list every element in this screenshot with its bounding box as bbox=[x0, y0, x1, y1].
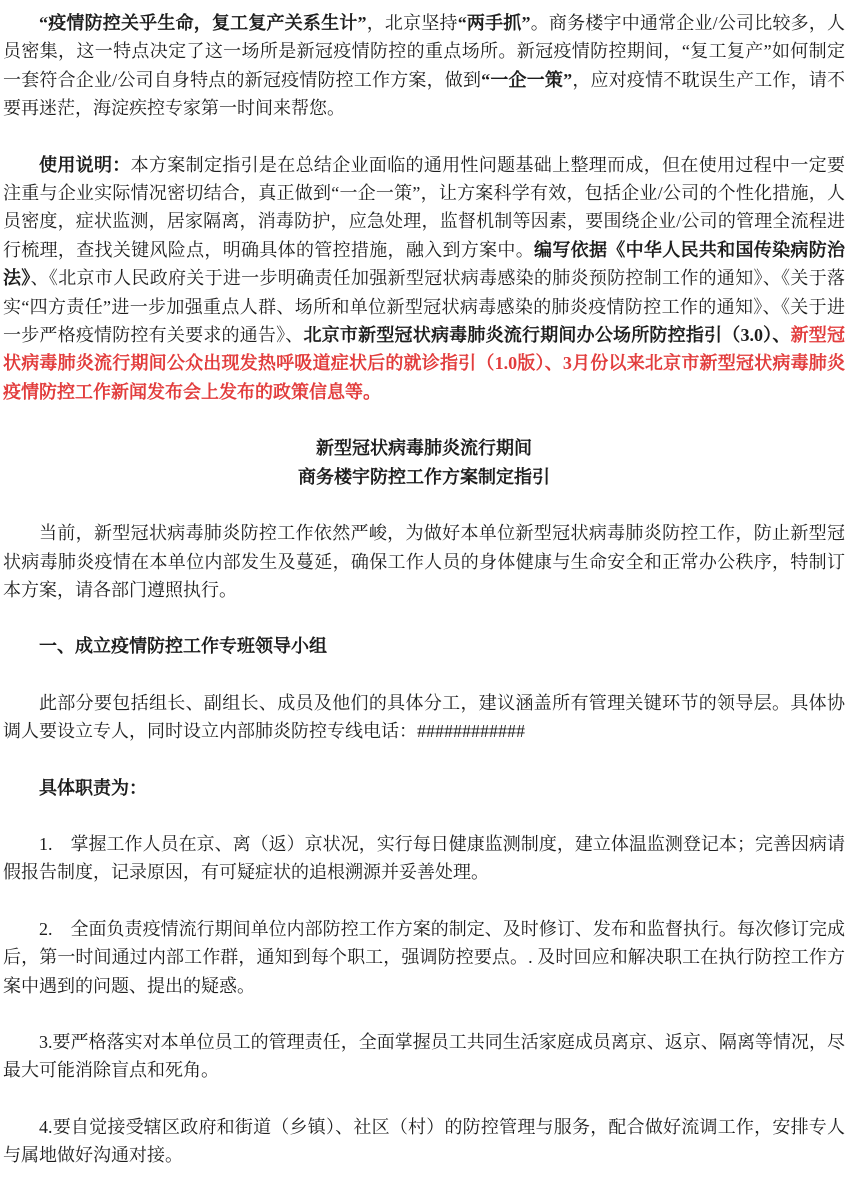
section1-heading: 一、成立疫情防控工作专班领导小组 bbox=[39, 636, 327, 657]
usage-label: 使用说明： bbox=[39, 154, 131, 175]
intro-text-1: ，北京坚持 bbox=[366, 13, 458, 33]
intro-paragraph bbox=[3, 9, 845, 123]
usage-bold-office-guideline: 北京市新型冠状病毒肺炎流行期间办公场所防控指引（3.0）、 bbox=[303, 325, 791, 346]
preamble-paragraph: 当前，新型冠状病毒肺炎防控工作依然严峻，为做好本单位新型冠状病毒肺炎防控工作，防止新型冠状病毒肺炎疫情在本单位内部发生及蔓延，确保工作人员的身体健康与生命安全和正常办公秩序，特制订本方案，请各部门遵照执行。 bbox=[3, 523, 845, 600]
usage-text-2: 、《北京市人民政府关于进一步明确责任加强新型冠状病毒感染的肺炎预防控制工作的通知》、《关于落实“四方责任”进一步加强重点人群、场所和单位新型冠状病毒感染的肺炎疫情防控工作的通知》、《关于进一步严格疫情防控有关要求的通告》、 bbox=[3, 268, 846, 346]
doc-title bbox=[3, 434, 845, 491]
intro-text-2: 。商务楼宇中通常企业/公司比较多，人员密集，这一特点决定了这一场所是新冠疫情防控的重点场所。新冠疫情防控期间，“复工复产”如何制定一套符合企业/公司自身特点的新冠疫情防控工作方案，做到 bbox=[3, 13, 846, 90]
intro-text-3: ，应对疫情不耽误生产工作，请不要再迷茫，海淀疾控专家第一时间来帮您。 bbox=[3, 69, 846, 119]
intro-bold-two-hands: “两手抓” bbox=[457, 13, 531, 33]
section1-body-paragraph: 此部分要包括组长、副组长、成员及他们的具体分工，建议涵盖所有管理关键环节的领导层。具体协调人要设立专人，同时设立内部肺炎防控专线电话：############ bbox=[3, 692, 845, 742]
doc-title-line-1: 新型冠状病毒肺炎流行期间 bbox=[316, 438, 532, 459]
usage-text-1: 本方案制定指引是在总结企业面临的通用性问题基础上整理而成，但在使用过程中一定要注重与企业实际情况密切结合，真正做到“一企一策”，让方案科学有效，包括企业/公司的个性化措施，人员密度，症状监测，居家隔离，消毒防护，应急处理，监督机制等因素，要围绕企业/公司的管理全流程进行梳理，查找关键风险点，明确具体的管控措施，融入到方案中。 bbox=[3, 154, 846, 260]
doc-title-line-2: 商务楼宇防控工作方案制定指引 bbox=[298, 466, 550, 487]
intro-bold-one-policy: “一企一策” bbox=[481, 69, 573, 90]
duty-item-3: 3.要严格落实对本单位员工的管理责任，全面掌握员工共同生活家庭成员离京、返京、隔离等情况，尽最大可能消除盲点和死角。 bbox=[3, 1031, 845, 1081]
duty-item-2: 2. 全面负责疫情流行期间单位内部防控工作方案的制定、及时修订、发布和监督执行。每次修订完成后，第一时间通过内部工作群，通知到每个职工，强调防控要点。. 及时回应和解决职工在执行防控工作方案中遇到的问题、提出的疑惑。 bbox=[3, 918, 845, 996]
duties-label: 具体职责为： bbox=[39, 777, 147, 798]
duty-item-1: 1. 掌握工作人员在京、离（返）京状况，实行每日健康监测制度，建立体温监测登记本；完善因病请假报告制度，记录原因，有可疑症状的追根溯源并妥善处理。 bbox=[3, 833, 845, 883]
duty-item-4: 4.要自觉接受辖区政府和街道（乡镇）、社区（村）的防控管理与服务，配合做好流调工作，安排专人与属地做好沟通对接。 bbox=[3, 1116, 845, 1166]
usage-bold-legal-basis: 编写依据《中华人民共和国传染病防治法》 bbox=[3, 239, 846, 289]
intro-bold-slogan: “疫情防控关乎生命，复工复产关系生计” bbox=[39, 13, 367, 33]
usage-red-emphasis: 新型冠状病毒肺炎流行期间公众出现发热呼吸道症状后的就诊指引（1.0版）、3月份以来北京市新型冠状病毒肺炎疫情防控工作新闻发布会上发布的政策信息等。 bbox=[3, 325, 846, 402]
usage-notes-paragraph bbox=[3, 151, 845, 407]
